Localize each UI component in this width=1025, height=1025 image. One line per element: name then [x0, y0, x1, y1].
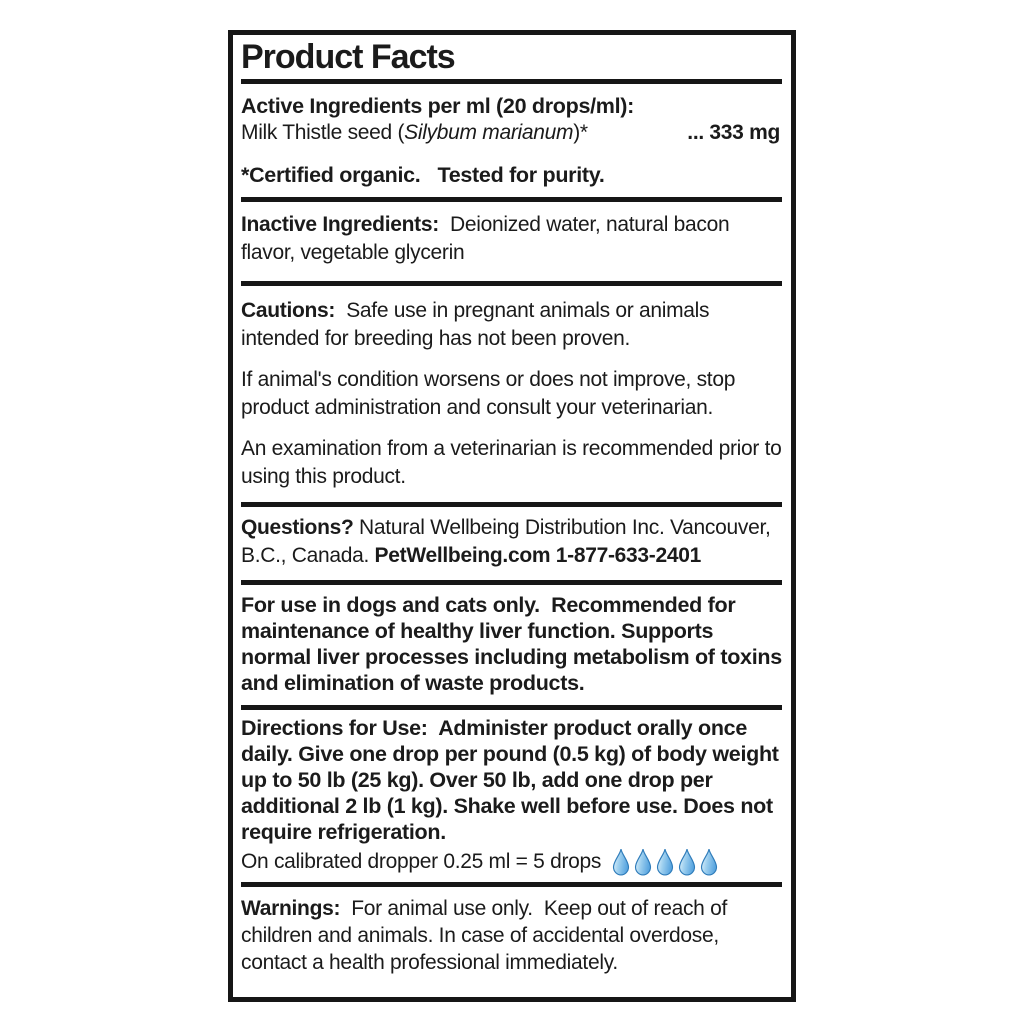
warnings-heading: Warnings:	[241, 897, 341, 920]
certified-organic-note: *Certified organic. Tested for purity.	[241, 163, 605, 187]
divider	[241, 281, 782, 286]
directions-heading: Directions for Use:	[241, 716, 428, 740]
ingredient-amount: ... 333 mg	[687, 121, 780, 144]
divider	[241, 197, 782, 202]
drop-icon	[699, 847, 719, 877]
divider	[241, 705, 782, 710]
use-statement: For use in dogs and cats only. Recommended for maintenance of healthy liver function. Supports normal liver processes including metabolism of toxins and elimination of waste products.	[241, 593, 788, 695]
drop-icons	[611, 847, 719, 877]
cautions-paragraph-3: An examination from a veterinarian is recommended prior to using this product.	[241, 437, 788, 488]
website-text: PetWellbeing.com	[374, 544, 551, 567]
phone-number: 1-877-633-2401	[550, 544, 702, 567]
drop-icon	[677, 847, 697, 877]
warnings-paragraph: Warnings: For animal use only. Keep out of reach of children and animals. In case of accidental overdose, contact a health professional immediately.	[241, 897, 733, 974]
cautions-paragraph-1: Cautions: Safe use in pregnant animals or animals intended for breeding has not been proven.	[241, 299, 715, 350]
questions-heading: Questions?	[241, 516, 354, 539]
divider	[241, 580, 782, 585]
inactive-ingredients-heading: Inactive Ingredients:	[241, 213, 439, 236]
inactive-ingredients: Inactive Ingredients: Deionized water, natural bacon flavor, vegetable glycerin	[241, 213, 735, 264]
divider	[241, 502, 782, 507]
ingredient-name: Milk Thistle seed (Silybum marianum)*	[241, 121, 588, 144]
drop-icon	[655, 847, 675, 877]
product-facts-panel	[228, 30, 796, 1002]
questions-contact: Questions? Natural Wellbeing Distribution Inc. Vancouver, B.C., Canada. PetWellbeing.com 1-877-633-2401	[241, 516, 777, 567]
divider	[241, 79, 782, 84]
active-ingredients-heading: Active Ingredients per ml (20 drops/ml):	[241, 94, 635, 118]
panel-title: Product Facts	[241, 38, 455, 76]
cautions-heading: Cautions:	[241, 299, 336, 322]
dropper-note: On calibrated dropper 0.25 ml = 5 drops	[241, 850, 602, 873]
dropper-note-row	[241, 847, 782, 877]
drop-icon	[633, 847, 653, 877]
ingredient-row	[241, 119, 782, 147]
divider	[241, 882, 782, 887]
ingredient-species: Silybum marianum	[404, 121, 574, 144]
drop-icon	[611, 847, 631, 877]
directions-paragraph: Directions for Use: Administer product orally once daily. Give one drop per pound (0.5 kg) of body weight up to 50 lb (25 kg). Over 50 lb, add one drop per additional 2 lb (1 kg). Shake well before use. Does not require refrigeration.	[241, 716, 785, 844]
cautions-paragraph-2: If animal's condition worsens or does not improve, stop product administration and consult your veterinarian.	[241, 368, 741, 419]
